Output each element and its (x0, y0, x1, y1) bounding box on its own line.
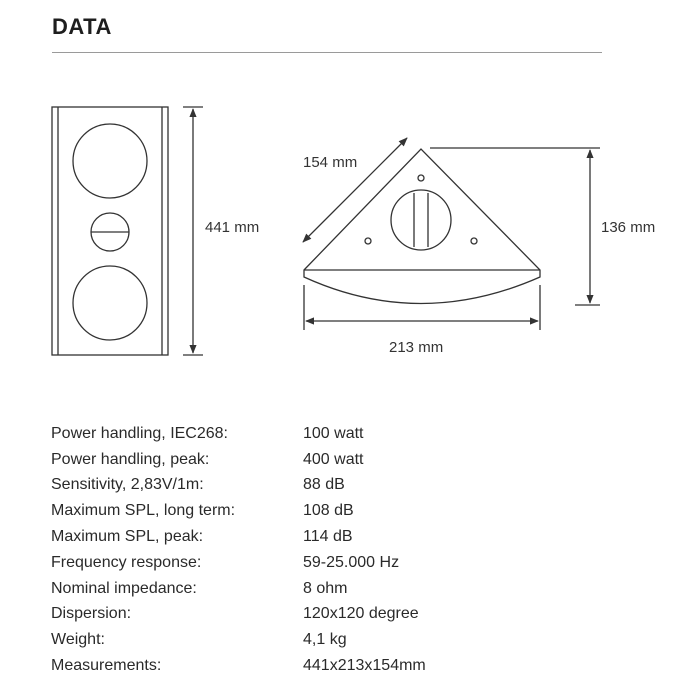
spec-value: 120x120 degree (303, 605, 419, 623)
spec-label: Sensitivity, 2,83V/1m: (51, 476, 204, 494)
spec-label: Maximum SPL, peak: (51, 528, 204, 546)
spec-value: 400 watt (303, 450, 364, 468)
spec-row (51, 473, 426, 499)
spec-value: 114 dB (303, 528, 353, 546)
spec-value: 108 dB (303, 502, 354, 520)
depth-label: 154 mm (303, 154, 358, 171)
corner-height-dimension-line (430, 148, 600, 305)
spec-value: 100 watt (303, 424, 364, 442)
spec-value: 441x213x154mm (303, 657, 426, 675)
spec-label: Maximum SPL, long term: (51, 502, 236, 520)
spec-value: 4,1 kg (303, 631, 347, 649)
spec-value: 59-25.000 Hz (303, 553, 400, 571)
woofer-bottom (73, 266, 147, 340)
spec-label: Nominal impedance: (51, 579, 197, 597)
spec-row (51, 627, 426, 653)
spec-row (51, 524, 426, 550)
mounting-hole (471, 238, 477, 244)
width-dimension-line (304, 285, 540, 330)
spec-label: Power handling, IEC268: (51, 424, 228, 442)
spec-row (51, 498, 426, 524)
spec-row (51, 421, 426, 447)
top-view (304, 149, 540, 304)
spec-label: Weight: (51, 631, 105, 649)
cabinet-outline (52, 107, 168, 355)
spec-label: Measurements: (51, 657, 162, 675)
mounting-hole (418, 175, 424, 181)
width-label: 213 mm (389, 339, 444, 356)
spec-row (51, 653, 426, 679)
spec-label: Dispersion: (51, 605, 132, 623)
height-dimension-line (183, 107, 203, 355)
mounting-hole (365, 238, 371, 244)
spec-label: Power handling, peak: (51, 450, 210, 468)
spec-row (51, 447, 426, 473)
spec-label: Frequency response: (51, 553, 202, 571)
spec-row (51, 550, 426, 576)
corner-height-label: 136 mm (601, 219, 656, 236)
spec-value: 8 ohm (303, 579, 348, 597)
driver-top-view (391, 190, 451, 250)
front-view (52, 107, 168, 355)
spec-value: 88 dB (303, 476, 345, 494)
spec-row (51, 576, 426, 602)
corner-cabinet-outline (304, 149, 540, 304)
spec-row (51, 602, 426, 628)
specifications-table (51, 421, 426, 679)
page-title: DATA (52, 14, 112, 39)
height-label: 441 mm (205, 219, 260, 236)
woofer-top (73, 124, 147, 198)
